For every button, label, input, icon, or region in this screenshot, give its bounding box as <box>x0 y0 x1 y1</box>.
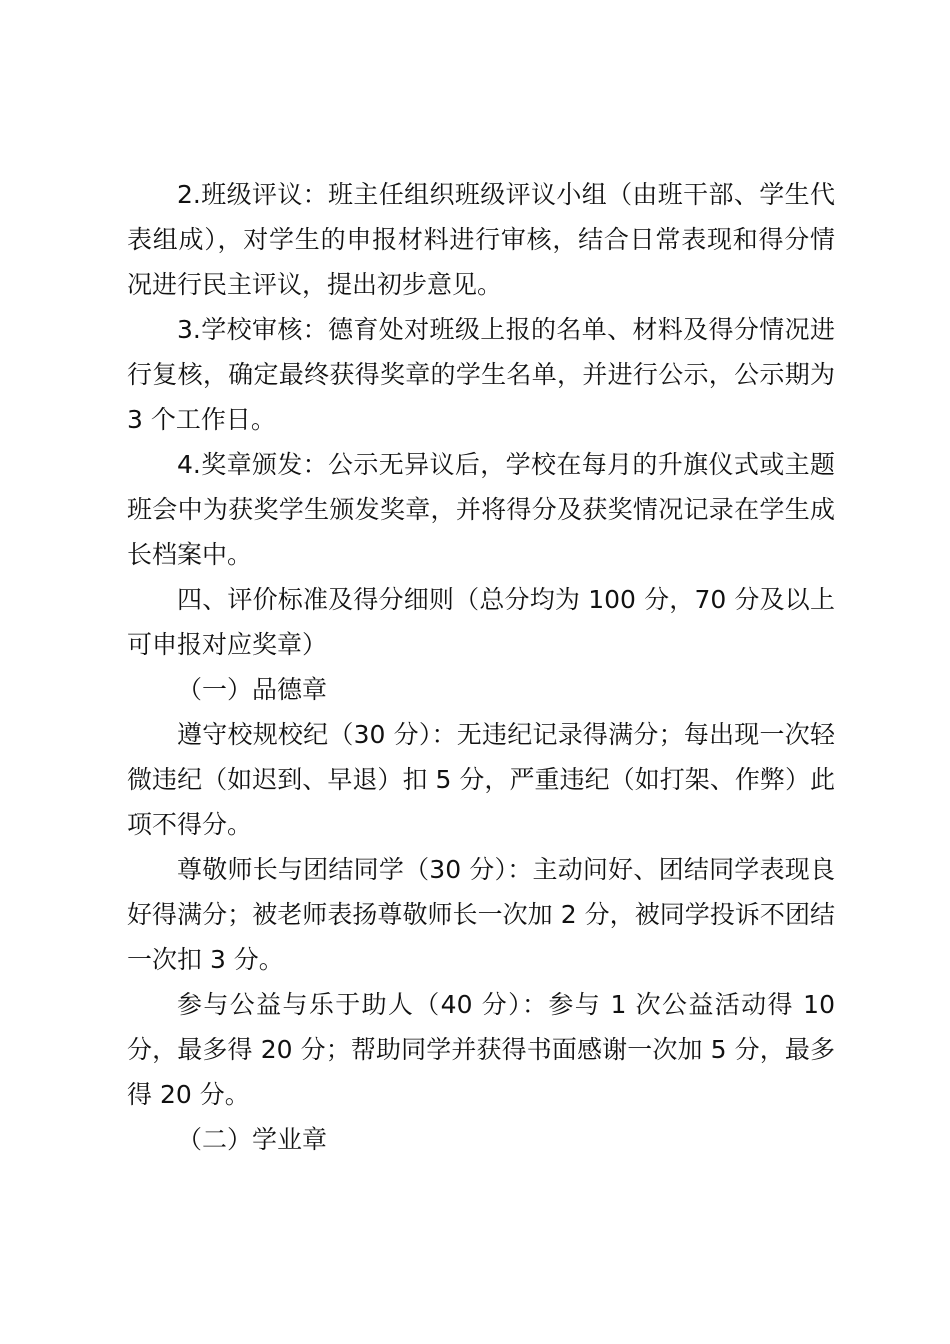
paragraph-class-review: 2.班级评议：班主任组织班级评议小组（由班干部、学生代表组成），对学生的申报材料进行审核，结合日常表现和得分情况进行民主评议，提出初步意见。 <box>127 180 835 299</box>
paragraph-school-review: 3.学校审核：德育处对班级上报的名单、材料及得分情况进行复核，确定最终获得奖章的学生名单，并进行公示，公示期为 3 个工作日。 <box>127 315 835 434</box>
subsection-heading-academic: （二）学业章 <box>177 1125 328 1154</box>
subsection-heading-moral: （一）品德章 <box>177 675 328 704</box>
paragraph-respect-unity: 尊敬师长与团结同学（30 分）：主动问好、团结同学表现良好得满分；被老师表扬尊敬师长一次加 2 分，被同学投诉不团结一次扣 3 分。 <box>127 855 835 974</box>
paragraph-medal-award: 4.奖章颁发：公示无异议后，学校在每月的升旗仪式或主题班会中为获奖学生颁发奖章，并将得分及获奖情况记录在学生成长档案中。 <box>127 450 835 569</box>
paragraph-rules-discipline: 遵守校规校纪（30 分）：无违纪记录得满分；每出现一次轻微违纪（如迟到、早退）扣 5 分，严重违纪（如打架、作弊）此项不得分。 <box>127 720 835 839</box>
document-body <box>127 172 835 1162</box>
section-heading-criteria: 四、评价标准及得分细则（总分均为 100 分，70 分及以上可申报对应奖章） <box>127 585 835 659</box>
paragraph-public-welfare: 参与公益与乐于助人（40 分）：参与 1 次公益活动得 10 分，最多得 20 分；帮助同学并获得书面感谢一次加 5 分，最多得 20 分。 <box>127 990 835 1109</box>
